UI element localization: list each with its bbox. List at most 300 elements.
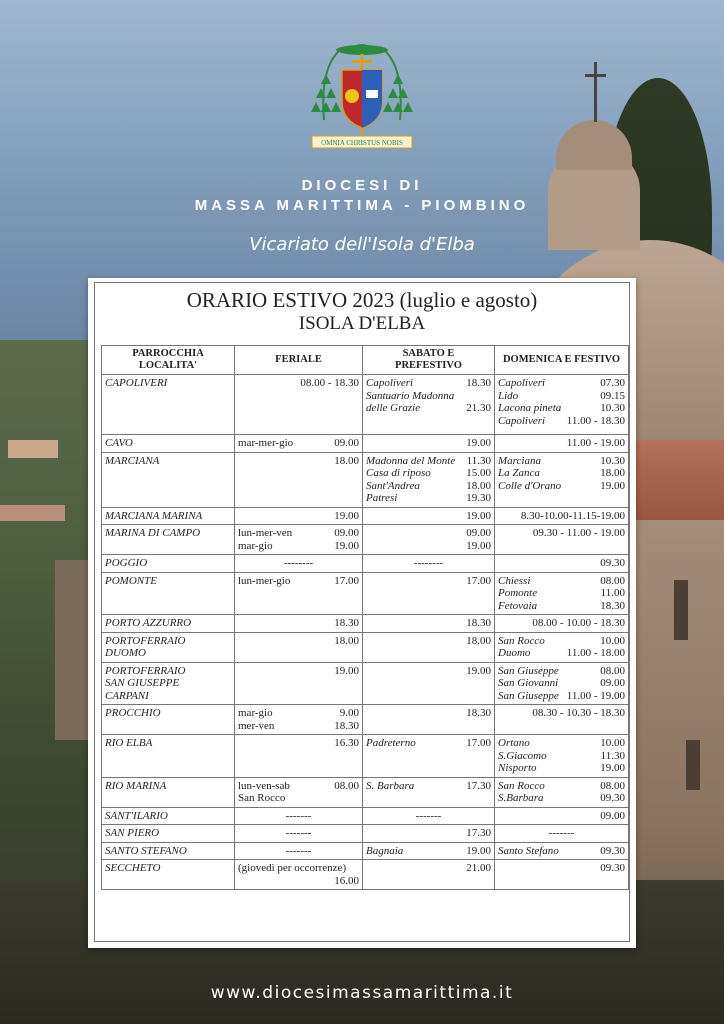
cell-sabato [363, 807, 495, 825]
schedule-time: 18.00 [466, 479, 491, 492]
cell-festivo [495, 452, 629, 507]
location-name: DUOMO [105, 647, 146, 659]
schedule-place: Casa di riposo [366, 467, 431, 479]
schedule-line [366, 617, 491, 630]
schedule-time: 18.30 [600, 599, 625, 612]
cross-icon [585, 74, 606, 77]
schedule-line: ------- [285, 809, 312, 822]
cell-festivo [495, 375, 629, 435]
cell-festivo [495, 615, 629, 633]
schedule-place: mar-gio [238, 707, 273, 719]
cell-festivo [495, 777, 629, 807]
cell-feriale [235, 807, 363, 825]
schedule-time: 18.00 [334, 454, 359, 467]
schedule-time: 19.00 [600, 762, 625, 774]
schedule-line [366, 467, 491, 480]
header-festivo: DOMENICA E FESTIVO [495, 346, 629, 375]
cell-sabato [363, 452, 495, 507]
schedule-line: -------- [413, 557, 444, 569]
schedule-title [95, 289, 629, 335]
schedule-time: 18.30 [466, 617, 491, 629]
schedule-time: 08.00 [600, 779, 625, 792]
location-name: SANT'ILARIO [105, 809, 168, 822]
schedule-line [498, 415, 625, 428]
schedule-line: ------- [415, 809, 442, 822]
schedule-place: Capoliveri [498, 377, 546, 389]
cell-festivo [495, 860, 629, 890]
bishop-coat-of-arms-icon [308, 40, 416, 158]
schedule-time: 19.00 [334, 664, 359, 677]
schedule-line [366, 480, 491, 493]
schedule-time: 18.30 [466, 707, 491, 719]
cell-sabato [363, 860, 495, 890]
svg-text:OMNIA CHRISTUS NOBIS: OMNIA CHRISTUS NOBIS [321, 139, 403, 147]
cell-location [102, 507, 235, 525]
table-row [102, 777, 629, 807]
schedule-line [238, 875, 359, 888]
location-name: PORTO AZZURRO [105, 617, 192, 629]
schedule-line [366, 575, 491, 588]
header-location [102, 346, 235, 375]
schedule-time: 09.30 [600, 862, 625, 874]
table-row [102, 375, 629, 435]
schedule-time: 11.00 [600, 587, 625, 599]
schedule-time: 07.30 [600, 377, 625, 389]
schedule-time: 19.00 [334, 539, 359, 552]
schedule-line [498, 575, 625, 588]
cell-sabato [363, 555, 495, 573]
schedule-line [238, 780, 359, 793]
cell-festivo [495, 842, 629, 860]
header-location-line1: PARROCCHIA [132, 348, 204, 359]
schedule-place: Capoliveri [366, 377, 414, 389]
cell-festivo [495, 525, 629, 555]
location-name: PORTOFERRAIO [105, 664, 186, 677]
table-header-row [102, 346, 629, 375]
schedule-line [238, 575, 359, 588]
table-body [102, 375, 629, 890]
schedule-line [238, 720, 359, 733]
schedule-time: 21.00 [466, 862, 491, 874]
schedule-place: Sant'Andrea [366, 479, 420, 492]
schedule-time: 19.30 [466, 492, 491, 504]
schedule-time: 17.30 [466, 827, 491, 839]
schedule-time: 19.00 [466, 437, 491, 449]
cell-sabato [363, 525, 495, 555]
cell-feriale [235, 735, 363, 778]
schedule-time: 10.00 [600, 737, 625, 749]
schedule-line [498, 390, 625, 403]
schedule-line: -------- [283, 557, 314, 569]
schedule-place: lun-ven-sab [238, 779, 290, 792]
cell-feriale [235, 572, 363, 615]
cell-feriale [235, 525, 363, 555]
schedule-place: San Rocco [498, 779, 545, 792]
header-location-line2: LOCALITA' [138, 360, 198, 371]
schedule-line [366, 780, 491, 793]
schedule-place: Padreterno [366, 737, 416, 749]
schedule-place: S. Barbara [366, 779, 415, 792]
table-row [102, 507, 629, 525]
cell-sabato [363, 572, 495, 615]
schedule-line [366, 390, 491, 403]
schedule-card [88, 278, 636, 948]
schedule-time: 08.30 - 10.30 - 18.30 [532, 707, 625, 719]
schedule-line [366, 402, 491, 415]
window [686, 740, 700, 790]
location-name: CAVO [105, 437, 133, 449]
cell-feriale [235, 842, 363, 860]
schedule-time: 18.30 [466, 377, 491, 389]
schedule-time: 08.00 [334, 779, 359, 792]
schedule-line [238, 510, 359, 523]
schedule-place: Chiessi [498, 574, 531, 587]
cell-location [102, 705, 235, 735]
schedule-time: 19.00 [466, 844, 491, 857]
schedule-time: 19.00 [466, 509, 491, 522]
location-name: RIO ELBA [105, 737, 153, 749]
schedule-line [498, 845, 625, 858]
schedule-time: 09.30 [600, 557, 625, 569]
schedule-time: 18.30 [334, 617, 359, 629]
schedule-time: 09.15 [600, 389, 625, 402]
header-sabato-line2: PREFESTIVO [395, 360, 462, 371]
schedule-line: ------- [548, 827, 575, 839]
schedule-line [498, 690, 625, 703]
schedule-line [498, 647, 625, 660]
schedule-time: 18.00 [334, 634, 359, 647]
location-name: MARCIANA MARINA [105, 509, 203, 522]
schedule-time: 10.30 [600, 402, 625, 414]
schedule-time: 09.30 [600, 792, 625, 804]
location-name: RIO MARINA [105, 779, 167, 792]
cell-festivo [495, 572, 629, 615]
schedule-time: 10.30 [600, 454, 625, 467]
cell-sabato [363, 662, 495, 705]
schedule-time: 17.00 [466, 737, 491, 749]
schedule-line [366, 540, 491, 553]
schedule-place: Madonna del Monte [366, 454, 456, 467]
schedule-line: ------- [285, 827, 312, 839]
cell-festivo [495, 507, 629, 525]
schedule-line [498, 635, 625, 648]
cell-location [102, 807, 235, 825]
schedule-time: 8.30-10.00-11.15-19.00 [520, 509, 625, 522]
schedule-place: Pomonte [498, 587, 538, 599]
header-feriale: FERIALE [235, 346, 363, 375]
table-row [102, 860, 629, 890]
cell-festivo [495, 555, 629, 573]
schedule-time: 19.00 [334, 509, 359, 522]
schedule-line [498, 587, 625, 600]
location-name: POMONTE [105, 574, 157, 587]
schedule-place: Patresi [366, 492, 398, 504]
schedule-time: 08.00 - 10.00 - 18.30 [532, 617, 625, 629]
schedule-line [498, 455, 625, 468]
cell-sabato [363, 632, 495, 662]
schedule-time: 19.00 [466, 664, 491, 677]
cell-sabato [363, 842, 495, 860]
cell-location [102, 435, 235, 453]
cell-location [102, 735, 235, 778]
schedule-frame [94, 282, 630, 942]
cell-festivo [495, 662, 629, 705]
schedule-line [238, 862, 359, 875]
schedule-place: Nisporto [498, 762, 537, 774]
cell-location [102, 662, 235, 705]
schedule-line [238, 617, 359, 630]
schedule-line [498, 377, 625, 390]
table-row [102, 825, 629, 843]
schedule-place: San Giuseppe [498, 689, 559, 702]
cell-festivo [495, 735, 629, 778]
schedule-line [498, 762, 625, 775]
table-row [102, 705, 629, 735]
location-name: PORTOFERRAIO [105, 634, 186, 647]
cell-location [102, 572, 235, 615]
location-name: MARCIANA [105, 454, 160, 467]
schedule-line [238, 635, 359, 648]
cell-festivo [495, 435, 629, 453]
table-row [102, 632, 629, 662]
schedule-line [238, 792, 359, 805]
schedule-place: San Giuseppe [498, 664, 559, 677]
cell-feriale [235, 615, 363, 633]
table-row [102, 435, 629, 453]
cell-feriale [235, 555, 363, 573]
schedule-line [366, 827, 491, 840]
schedule-place: Capoliveri [498, 414, 546, 427]
table-row [102, 615, 629, 633]
table-row [102, 452, 629, 507]
schedule-line [238, 665, 359, 678]
cell-location [102, 555, 235, 573]
schedule-time: 09.00 [466, 527, 491, 539]
schedule-line [366, 377, 491, 390]
schedule-line [366, 527, 491, 540]
schedule-line [498, 750, 625, 763]
location-name: PROCCHIO [105, 707, 161, 719]
schedule-place: Colle d'Orano [498, 479, 562, 492]
schedule-time: 09.30 [600, 844, 625, 857]
location-name: SAN PIERO [105, 827, 160, 839]
schedule-line [498, 665, 625, 678]
schedule-line [498, 510, 625, 523]
schedule-time: 19.00 [600, 479, 625, 492]
schedule-time: 18.00 [466, 634, 491, 647]
schedule-time: 19.00 [466, 539, 491, 552]
mass-schedule-table [101, 345, 629, 890]
schedule-time: 09.00 [334, 437, 359, 449]
cell-sabato [363, 825, 495, 843]
schedule-line [366, 492, 491, 505]
schedule-place: San Giovanni [498, 677, 559, 689]
cell-festivo [495, 825, 629, 843]
schedule-place: Marciana [498, 454, 541, 467]
schedule-line [238, 527, 359, 540]
schedule-time: 17.00 [466, 574, 491, 587]
schedule-line [238, 707, 359, 720]
schedule-place: San Rocco [498, 634, 545, 647]
table-row [102, 572, 629, 615]
schedule-line [366, 665, 491, 678]
schedule-place: Fetovaia [498, 599, 538, 612]
schedule-time: 09.00 [600, 677, 625, 689]
schedule-line [498, 792, 625, 805]
location-name: CARPANI [105, 689, 149, 702]
schedule-line: ------- [285, 844, 312, 857]
schedule-place: lun-mer-ven [238, 527, 293, 539]
schedule-line [238, 455, 359, 468]
table-row [102, 807, 629, 825]
schedule-time: 09.00 [334, 527, 359, 539]
cell-feriale [235, 452, 363, 507]
table-row [102, 555, 629, 573]
table-row [102, 735, 629, 778]
schedule-time: 11.30 [600, 749, 625, 762]
cell-sabato [363, 435, 495, 453]
tiled-roof [632, 440, 724, 530]
schedule-place: S.Barbara [498, 792, 544, 804]
schedule-line [238, 540, 359, 553]
cell-feriale [235, 435, 363, 453]
schedule-time: 16.30 [334, 737, 359, 749]
cell-location [102, 375, 235, 435]
schedule-place: Bagnaia [366, 844, 404, 857]
schedule-line [366, 455, 491, 468]
cell-sabato [363, 507, 495, 525]
schedule-time: 09.30 - 11.00 - 19.00 [532, 527, 625, 539]
schedule-place: delle Grazie [366, 402, 421, 414]
schedule-line [366, 845, 491, 858]
cell-location [102, 860, 235, 890]
schedule-line [366, 862, 491, 875]
schedule-line [498, 617, 625, 630]
schedule-line [498, 677, 625, 690]
cell-festivo [495, 632, 629, 662]
schedule-line [498, 810, 625, 823]
schedule-line [238, 437, 359, 450]
schedule-line [498, 480, 625, 493]
schedule-title-text: ORARIO ESTIVO 2023 (luglio e agosto) [186, 288, 538, 312]
schedule-line [366, 510, 491, 523]
schedule-time: 08.00 [600, 574, 625, 587]
cell-feriale [235, 375, 363, 435]
schedule-line [498, 437, 625, 450]
schedule-place: mar-mer-gio [238, 437, 294, 449]
cell-sabato [363, 615, 495, 633]
schedule-time: 18.30 [334, 719, 359, 732]
table-row [102, 525, 629, 555]
schedule-line [498, 600, 625, 613]
schedule-place: mer-ven [238, 719, 275, 732]
schedule-place: Duomo [498, 647, 531, 659]
schedule-line [366, 707, 491, 720]
schedule-place: lun-mer-gio [238, 574, 291, 587]
schedule-time: 15.00 [466, 467, 491, 479]
cell-feriale [235, 662, 363, 705]
vicariate-subtitle: Vicariato dell'Isola d'Elba [249, 234, 475, 255]
cell-feriale [235, 507, 363, 525]
schedule-place: Lacona pineta [498, 402, 562, 414]
schedule-subtitle: ISOLA D'ELBA [298, 313, 426, 334]
schedule-place: S.Giacomo [498, 749, 547, 762]
cell-sabato [363, 735, 495, 778]
table-row [102, 662, 629, 705]
schedule-time: 18.00 [600, 467, 625, 479]
cell-feriale [235, 705, 363, 735]
schedule-time: 21.30 [466, 402, 491, 414]
diocese-title-line2: MASSA MARITTIMA - PIOMBINO [194, 197, 530, 214]
cell-sabato [363, 705, 495, 735]
schedule-place: San Rocco [238, 792, 286, 804]
schedule-place: Santo Stefano [498, 844, 559, 857]
schedule-time: 17.30 [466, 779, 491, 792]
schedule-line [366, 737, 491, 750]
table-row [102, 842, 629, 860]
schedule-line [498, 707, 625, 720]
location-name: CAPOLIVERI [105, 377, 168, 389]
schedule-time: 10.00 [600, 634, 625, 647]
schedule-line [238, 377, 359, 390]
schedule-note: (giovedì per occorrenze) [238, 862, 347, 874]
schedule-time: 9.00 [339, 707, 359, 719]
schedule-place: La Zanca [498, 467, 540, 479]
schedule-line [498, 862, 625, 875]
schedule-time: 11.00 - 18.00 [566, 647, 625, 659]
house [8, 440, 58, 458]
cell-sabato [363, 375, 495, 435]
location-name: SANTO STEFANO [105, 844, 187, 857]
schedule-time: 17.00 [334, 574, 359, 587]
diocese-title-line1: DIOCESI DI [301, 177, 423, 194]
schedule-time: 11.00 - 19.00 [566, 689, 625, 702]
schedule-line [498, 737, 625, 750]
cell-location [102, 842, 235, 860]
schedule-time: 08.00 - 18.30 [300, 377, 359, 389]
cell-location [102, 452, 235, 507]
cell-feriale [235, 825, 363, 843]
cell-location [102, 777, 235, 807]
schedule-time: 08.00 [600, 664, 625, 677]
location-name: SAN GIUSEPPE [105, 677, 180, 689]
header-sabato [363, 346, 495, 375]
schedule-line [366, 437, 491, 450]
schedule-time: 11.30 [466, 454, 491, 467]
schedule-place: Ortano [498, 737, 530, 749]
schedule-place: mar-gio [238, 539, 273, 552]
cell-feriale [235, 860, 363, 890]
cell-location [102, 825, 235, 843]
schedule-place: Lido [498, 389, 519, 402]
website-url: www.diocesimassamarittima.it [210, 983, 514, 1003]
schedule-line [498, 402, 625, 415]
header-sabato-line1: SABATO E [402, 348, 455, 359]
location-name: POGGIO [105, 557, 148, 569]
cell-festivo [495, 705, 629, 735]
schedule-line [498, 467, 625, 480]
location-name: MARINA DI CAMPO [105, 527, 201, 539]
cell-location [102, 632, 235, 662]
schedule-place: Santuario Madonna [366, 389, 455, 402]
schedule-line [366, 635, 491, 648]
cross-icon [594, 62, 597, 122]
window [674, 580, 688, 640]
schedule-line [498, 527, 625, 540]
location-name: SECCHETO [105, 862, 161, 874]
cell-location [102, 615, 235, 633]
schedule-line [238, 737, 359, 750]
